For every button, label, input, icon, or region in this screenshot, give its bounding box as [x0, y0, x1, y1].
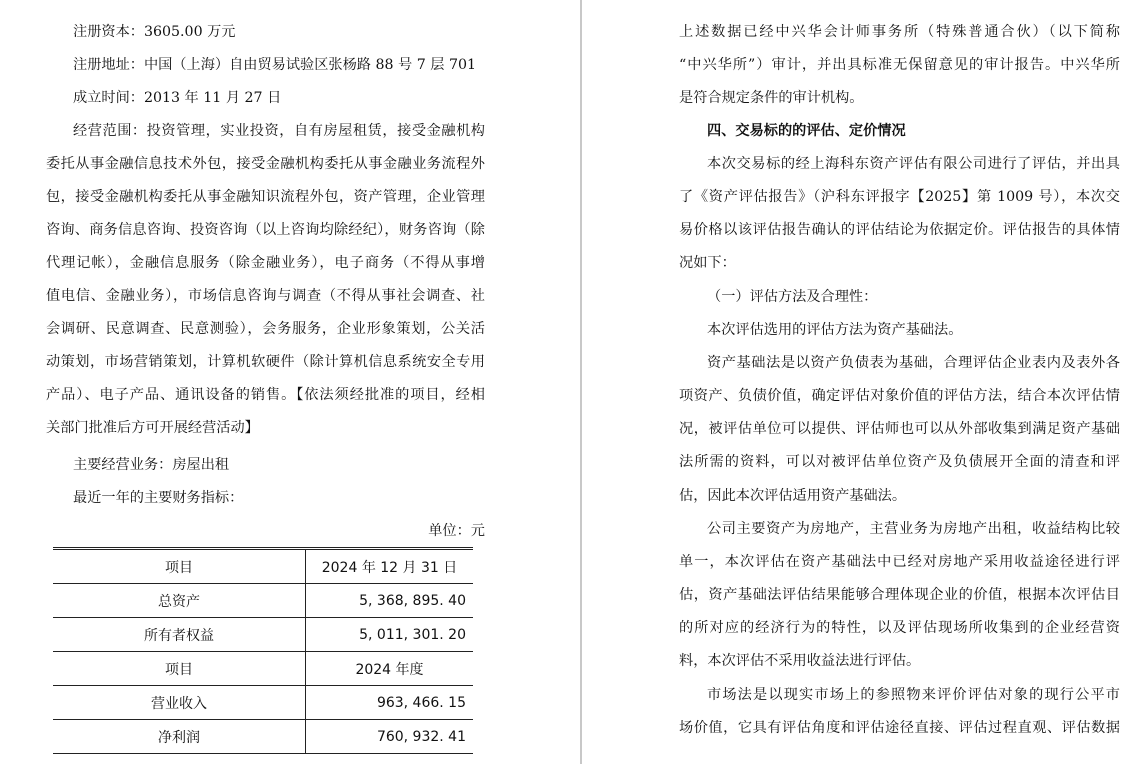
unit-label: 单位：元 [428, 523, 485, 539]
paragraph-line: 上述数据已经中兴华会计师事务所（特殊普通合伙）（以下简称 [679, 24, 1120, 40]
table-row [53, 584, 473, 618]
table-cell: 总资产 [53, 584, 306, 618]
paragraph-line: 了《资产评估报告》（沪科东评报字【2025】第 1009 号），本次交 [679, 189, 1120, 205]
paragraph-line: 公司主要资产为房地产，主营业务为房地产出租，收益结构比较 [707, 521, 1120, 537]
table-cell: 所有者权益 [53, 618, 306, 652]
paragraph-line: 况，被评估单位可以提供、评估师也可以从外部收集到满足资产基础 [679, 421, 1120, 437]
table-cell: 5, 368, 895. 40 [306, 584, 474, 618]
main-business: 主要经营业务：房屋出租 [73, 457, 230, 473]
business-scope-line: 咨询、商务信息咨询、投资咨询（以上咨询均除经纪），财务咨询（除 [46, 222, 485, 238]
paragraph-line: 场价值，它具有评估角度和评估途径直接、评估过程直观、评估数据 [679, 720, 1120, 736]
registered-capital: 注册资本：3605.00 万元 [73, 24, 236, 40]
table-row [53, 686, 473, 720]
business-scope-line: 关部门批准后方可开展经营活动】 [46, 420, 259, 436]
paragraph-line: 况如下： [679, 255, 736, 271]
paragraph-line: 易价格以该评估报告确认的评估结论为依据定价。评估报告的具体情 [679, 222, 1120, 238]
table-row [53, 652, 473, 686]
table-cell: 2024 年度 [306, 652, 474, 686]
paragraph-line: 法所需的资料，可以对被评估单位资产及负债展开全面的清查和评 [679, 454, 1120, 470]
table-cell: 2024 年 12 月 31 日 [306, 549, 474, 584]
table-cell: 项目 [53, 652, 306, 686]
table-cell: 净利润 [53, 720, 306, 754]
table-row [53, 549, 473, 584]
paragraph-line: 资产基础法是以资产负债表为基础，合理评估企业表内及表外各 [707, 355, 1120, 371]
paragraph-line: 市场法是以现实市场上的参照物来评价评估对象的现行公平市 [707, 687, 1120, 703]
financial-table [53, 547, 473, 754]
business-scope-line: 代理记帐），金融信息服务（除金融业务），电子商务（不得从事增 [46, 255, 485, 271]
business-scope-line: 值电信、金融业务），市场信息咨询与调查（不得从事社会调查、社 [46, 288, 485, 304]
paragraph-line: 的所对应的经济行为的特性，以及评估现场所收集到的企业经营资 [679, 620, 1120, 636]
paragraph-line: 本次评估选用的评估方法为资产基础法。 [707, 322, 963, 338]
business-scope-line: 包，接受金融机构委托从事金融知识流程外包，资产管理，企业管理 [46, 189, 485, 205]
financial-indicators-intro: 最近一年的主要财务指标： [73, 490, 244, 506]
table-row [53, 720, 473, 754]
section-heading: 四、交易标的的评估、定价情况 [707, 123, 906, 139]
business-scope-line: 会调研、民意调查、民意测验），会务服务，企业形象策划，公关活 [46, 321, 485, 337]
business-scope-line: 动策划，市场营销策划，计算机软硬件（除计算机信息系统安全专用 [46, 354, 485, 370]
paragraph-line: 本次交易标的经上海科东资产评估有限公司进行了评估，并出具 [707, 156, 1120, 172]
paragraph-line: “中兴华所”）审计，并出具标准无保留意见的审计报告。中兴华所 [679, 57, 1120, 73]
business-scope-line: 委托从事金融信息技术外包，接受金融机构委托从事金融业务流程外 [46, 156, 485, 172]
registered-address: 注册地址：中国（上海）自由贸易试验区张杨路 88 号 7 层 701 [73, 57, 477, 73]
right-page [582, 0, 1139, 764]
established-date: 成立时间：2013 年 11 月 27 日 [73, 90, 282, 106]
subsection-heading: （一）评估方法及合理性： [707, 289, 878, 305]
paragraph-line: 估，资产基础法评估结果能够合理体现企业的价值，根据本次评估目 [679, 587, 1120, 603]
paragraph-line: 料，本次评估不采用收益法进行评估。 [679, 653, 921, 669]
paragraph-line: 项资产、负债价值，确定评估对象价值的评估方法，结合本次评估情 [679, 388, 1120, 404]
paragraph-line: 估，因此本次评估适用资产基础法。 [679, 488, 907, 504]
table-cell: 项目 [53, 549, 306, 584]
table-cell: 5, 011, 301. 20 [306, 618, 474, 652]
paragraph-line: 单一，本次评估在资产基础法中已经对房地产采用收益途径进行评 [679, 554, 1120, 570]
business-scope-line: 产品）、电子产品、通讯设备的销售。【依法须经批准的项目，经相 [46, 387, 485, 403]
table-cell: 963, 466. 15 [306, 686, 474, 720]
table-cell: 营业收入 [53, 686, 306, 720]
table-row [53, 618, 473, 652]
paragraph-line: 是符合规定条件的审计机构。 [679, 90, 864, 106]
business-scope-line: 经营范围：投资管理，实业投资，自有房屋租赁，接受金融机构 [73, 123, 485, 139]
table-cell: 760, 932. 41 [306, 720, 474, 754]
